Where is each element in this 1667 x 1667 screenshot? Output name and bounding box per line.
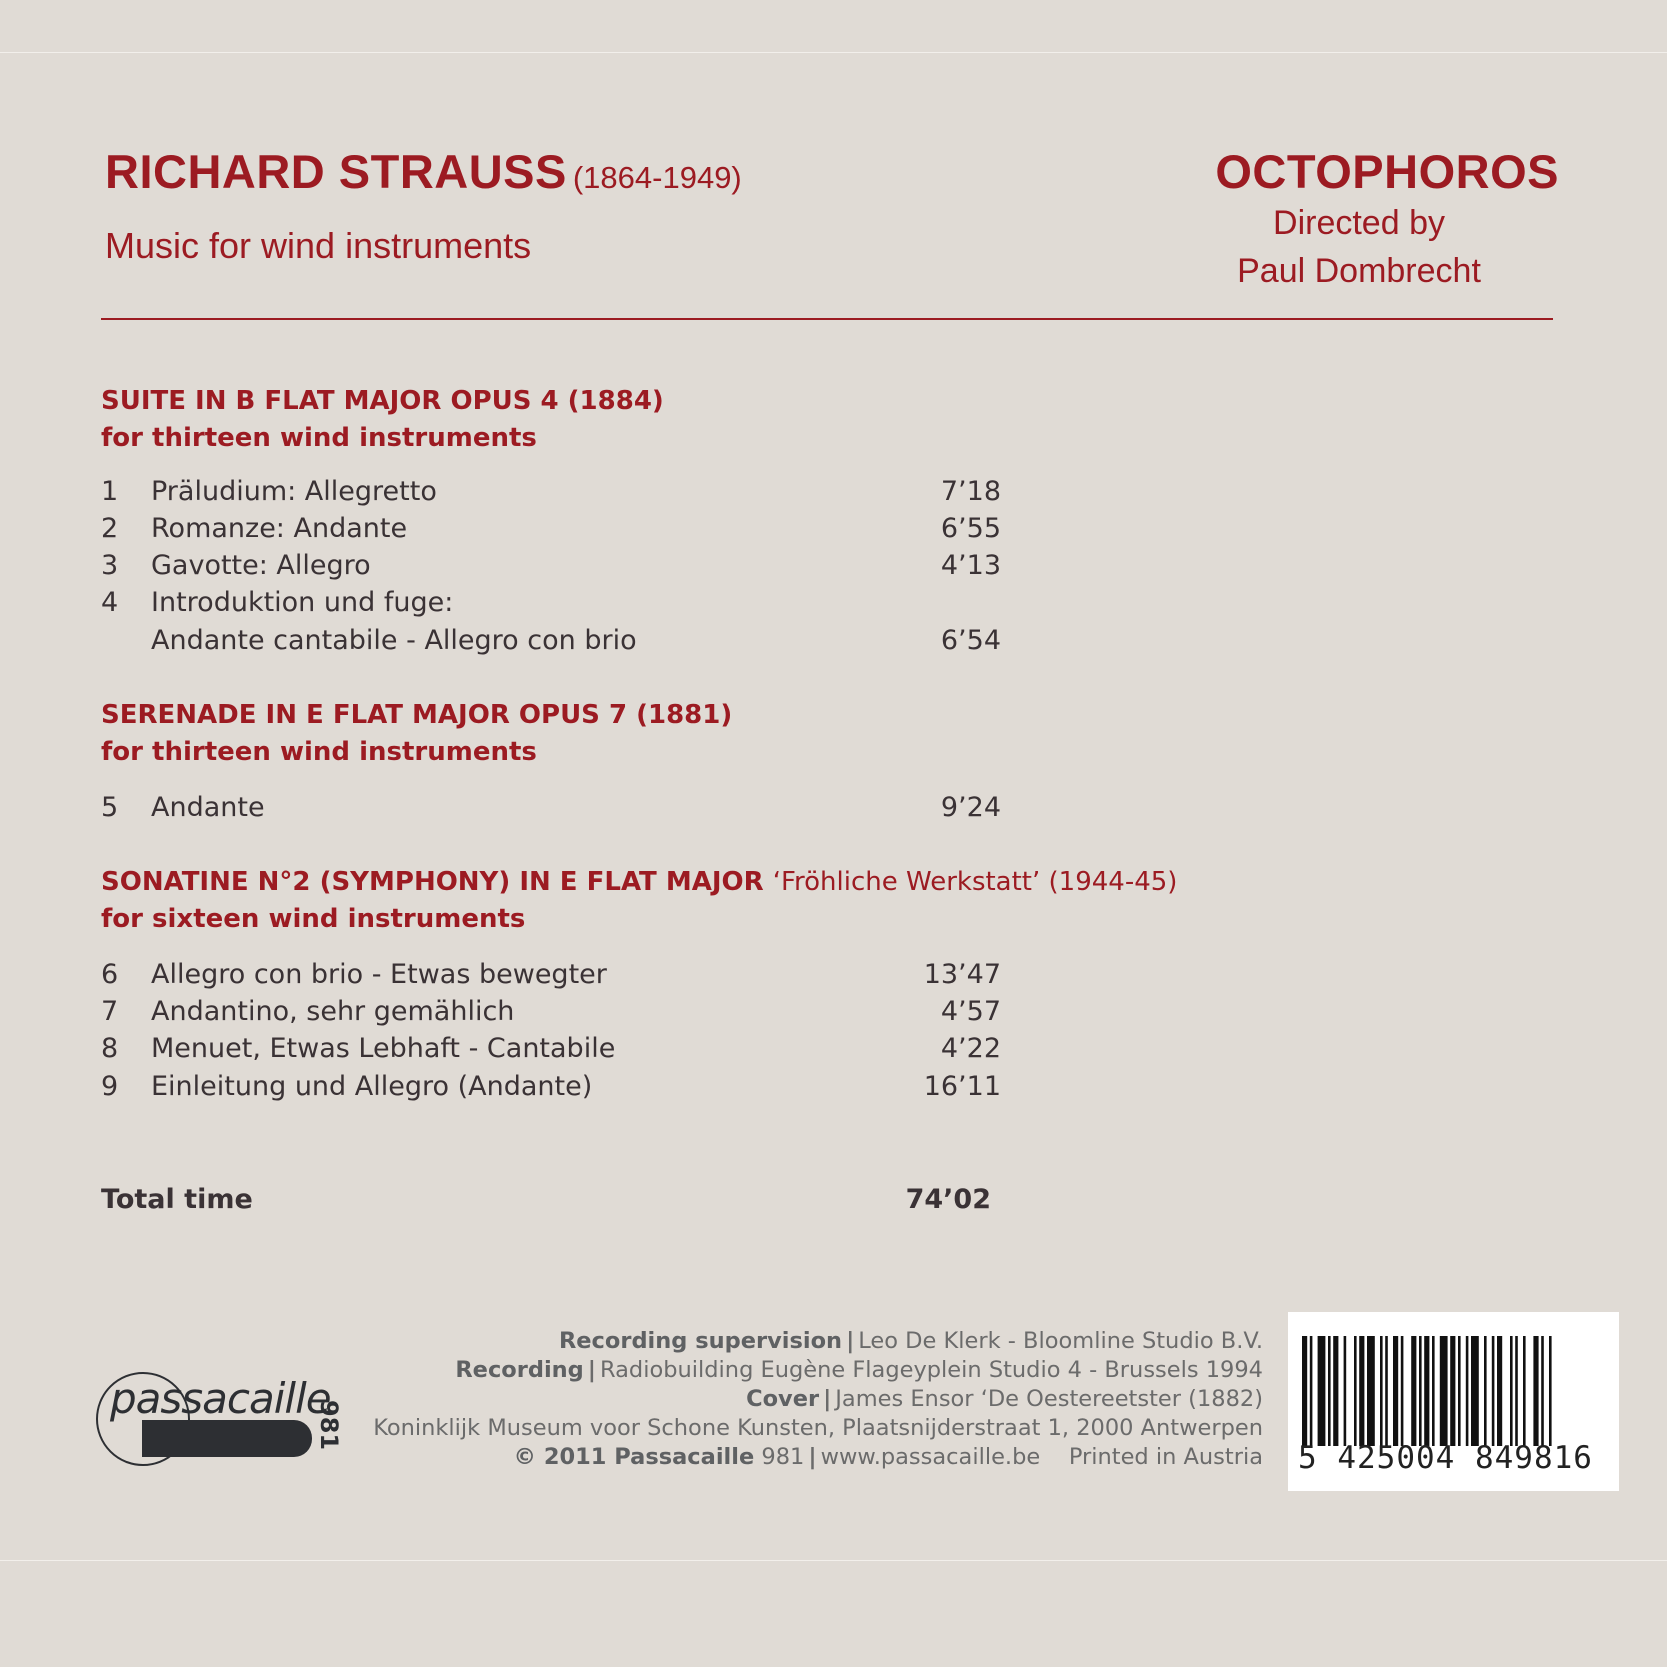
barcode-bar [1354,1336,1357,1446]
work-name-line [101,864,1177,901]
ensemble-heading [1159,144,1559,295]
barcode-bar [1432,1336,1435,1446]
credit-recording: Recording | Radiobuilding Eugène Flageyplein Studio 4 - Brussels 1994 [455,1357,1263,1383]
credit-supervision: Recording supervision | Leo De Klerk - Bloomline Studio B.V. [558,1328,1263,1354]
barcode-bar [1419,1336,1422,1446]
track-title: Menuet, Etwas Lebhaft - Cantabile [151,1033,616,1064]
track-number: 2 [101,513,119,544]
barcode-bar [1440,1336,1448,1446]
barcode-bar [1380,1336,1383,1446]
track-number: 5 [101,792,119,823]
track-number: 9 [101,1071,119,1102]
barcode-bars-icon [1302,1336,1604,1446]
director-name: Paul Dombrecht [1237,252,1481,290]
track-duration: 7’18 [940,476,1001,507]
barcode-bar [1471,1336,1479,1446]
barcode-bar [1424,1336,1429,1446]
track-duration: 6’54 [940,625,1001,656]
top-edge-line [0,52,1667,53]
barcode-bar [1541,1336,1544,1446]
track-title: Präludium: Allegretto [151,476,437,507]
barcode-bar [1411,1336,1416,1446]
total-time-value: 74’02 [905,1184,991,1215]
barcode-bar [1328,1336,1331,1446]
barcode-bar [1458,1336,1461,1446]
work-title [101,383,664,457]
track-title: Andante cantabile - Allegro con brio [151,625,637,656]
work-nickname: ‘Fröhliche Werkstatt’ (1944-45) [772,867,1178,897]
barcode-bar [1515,1336,1518,1446]
passacaille-logo [96,1372,346,1492]
track-number: 6 [101,959,119,990]
track-number: 3 [101,550,119,581]
track-row [101,473,1001,510]
logo-bar-shape [142,1420,312,1457]
barcode-bar [1385,1336,1388,1446]
barcode-bar [1310,1336,1313,1446]
barcode-bar [1318,1336,1326,1446]
work-name: SUITE IN B FLAT MAJOR OPUS 4 (1884) [101,386,664,416]
barcode-bar [1333,1336,1338,1446]
barcode-bar [1359,1336,1364,1446]
album-subtitle: Music for wind instruments [105,225,532,266]
work-name: SERENADE IN E FLAT MAJOR OPUS 7 (1881) [101,700,733,730]
credit-copyright: © 2011 Passacaille 981 | www.passacaille.be Printed in Austria [513,1444,1263,1470]
barcode-bar [1344,1336,1347,1446]
composer-dates: (1864-1949) [572,160,742,195]
ensemble-name: OCTOPHOROS [1215,145,1559,198]
track-row [101,956,1001,993]
track-duration: 4’22 [940,1033,1001,1064]
work-instrumentation: for thirteen wind instruments [101,423,537,453]
track-number: 7 [101,996,119,1027]
track-row [101,622,1001,659]
track-number: 4 [101,587,119,618]
composer-heading [105,144,742,199]
track-number: 8 [101,1033,119,1064]
track-title: Allegro con brio - Etwas bewegter [151,959,607,990]
track-duration: 6’55 [940,513,1001,544]
barcode-bar [1533,1336,1538,1446]
director-label: Directed by [1273,204,1445,242]
credits-block [373,1327,1263,1472]
barcode-bar [1466,1336,1469,1446]
track-row [101,993,1001,1030]
track-title: Einleitung und Allegro (Andante) [151,1071,593,1102]
barcode-bar [1497,1336,1502,1446]
barcode-bar [1549,1336,1552,1446]
barcode-digits: 5 425004 849816 [1298,1440,1593,1476]
bottom-edge-line [0,1560,1667,1561]
track-row [101,1030,1001,1067]
barcode-bar [1450,1336,1455,1446]
website-link[interactable]: www.passacaille.be [820,1444,1041,1470]
logo-catalog-number: 981 [315,1400,343,1451]
track-row [101,547,1001,584]
track-row [101,584,1001,621]
credit-cover: Cover | James Ensor ‘De Oestereetster (1882) [746,1386,1263,1412]
track-row [101,510,1001,547]
logo-text: passacaille [110,1374,331,1423]
track-number: 1 [101,476,119,507]
track-duration: 4’13 [940,550,1001,581]
work-instrumentation: for thirteen wind instruments [101,737,537,767]
total-time-row [101,1181,991,1218]
barcode-bar [1367,1336,1375,1446]
total-time-label: Total time [101,1184,253,1215]
work-name: SONATINE N°2 (SYMPHONY) IN E FLAT MAJOR [101,867,764,897]
barcode [1288,1312,1619,1491]
barcode-bar [1523,1336,1526,1446]
track-duration: 16’11 [923,1071,1001,1102]
barcode-bar [1510,1336,1513,1446]
barcode-bar [1302,1336,1307,1446]
work-title [101,864,1177,938]
composer-name: RICHARD STRAUSS [105,145,567,198]
barcode-bar [1393,1336,1398,1446]
track-row [101,1068,1001,1105]
barcode-bar [1401,1336,1404,1446]
work-title [101,697,732,771]
track-duration: 13’47 [923,959,1001,990]
credit-museum: Koninklijk Museum voor Schone Kunsten, Plaatsnijderstraat 1, 2000 Antwerpen [373,1415,1263,1441]
track-title: Introduktion und fuge: [151,587,454,618]
barcode-bar [1484,1336,1487,1446]
header-divider [101,318,1553,320]
track-duration: 9’24 [940,792,1001,823]
barcode-bar [1492,1336,1495,1446]
track-title: Gavotte: Allegro [151,550,371,581]
track-title: Romanze: Andante [151,513,408,544]
track-title: Andantino, sehr gemählich [151,996,515,1027]
track-row [101,789,1001,826]
track-duration: 4’57 [940,996,1001,1027]
work-instrumentation: for sixteen wind instruments [101,904,526,934]
track-title: Andante [151,792,265,823]
